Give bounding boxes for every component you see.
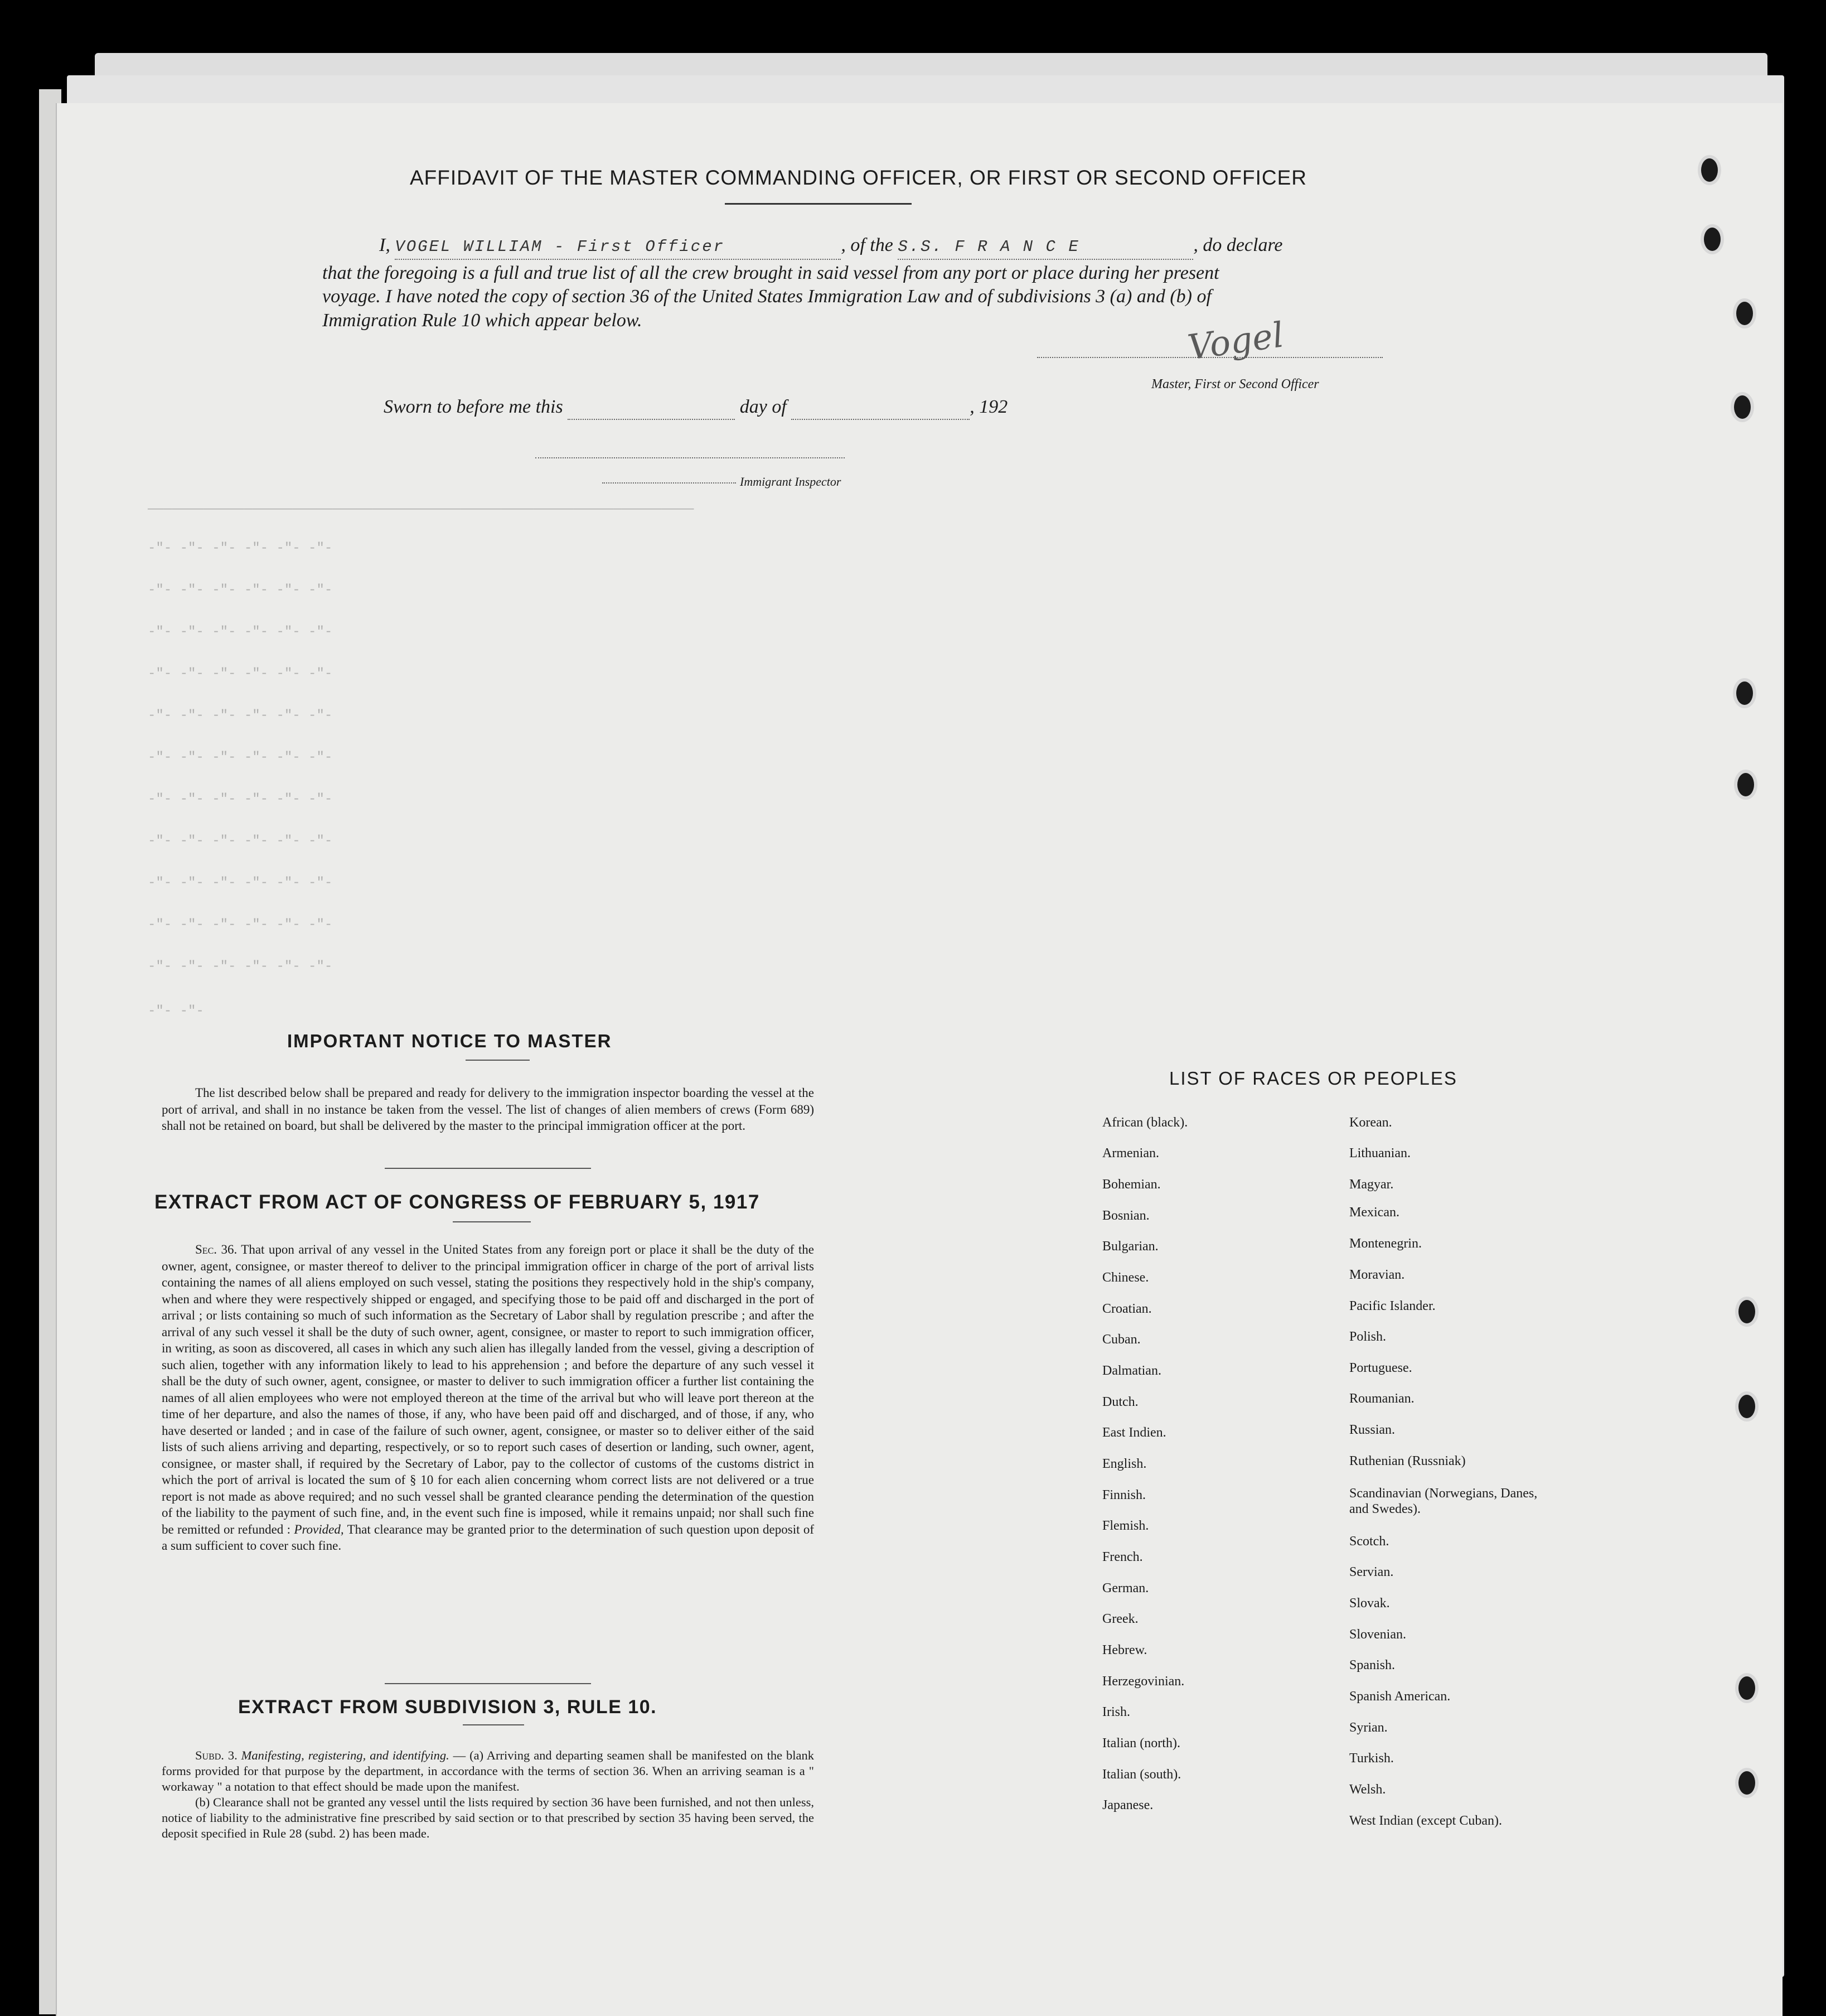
race-item: Scandinavian (Norwegians, Danes, and Swedes). [1349, 1486, 1538, 1516]
signature-caption: Master, First or Second Officer [1151, 377, 1319, 391]
race-item: Italian (south). [1102, 1767, 1181, 1782]
binding-hole-icon [1733, 678, 1756, 708]
race-item: Servian. [1349, 1565, 1394, 1579]
sworn-day-of: day of [739, 397, 787, 417]
race-item: Cuban. [1102, 1332, 1141, 1347]
race-item: Polish. [1349, 1330, 1387, 1344]
race-item: East Indien. [1102, 1425, 1166, 1440]
binding-hole-icon [1735, 1768, 1759, 1798]
subd-label: Subd. 3. [195, 1748, 238, 1762]
binding-hole-icon [1735, 1391, 1759, 1422]
declaration-line-3: voyage. I have noted the copy of section 36 of the United States Immigration Law and of subdivisions 3 (a) and (b) of [322, 286, 1212, 307]
race-item: Bosnian. [1102, 1208, 1150, 1223]
race-item: Spanish American. [1349, 1689, 1451, 1704]
notice-text [162, 1085, 814, 1134]
binding-hole-icon [1731, 392, 1754, 422]
race-item: African (black). [1102, 1115, 1188, 1130]
subd-3-paragraph-b: (b) Clearance shall not be granted any vessel until the lists required by section 36 have been furnished, and not then unless, notice of liability to the administrative fine prescribed by said section or to that prescribed by section 35 having been served, the deposit specified in Rule 28 (subd. 2) has been made. [162, 1795, 814, 1840]
race-item: Italian (north). [1102, 1736, 1180, 1751]
subd-heading: Manifesting, registering, and identifying. [241, 1748, 449, 1762]
race-item: Lithuanian. [1349, 1146, 1411, 1161]
race-item: Russian. [1349, 1423, 1396, 1437]
race-item: Bulgarian. [1102, 1239, 1159, 1254]
race-item: Bohemian. [1102, 1177, 1161, 1192]
race-item: Irish. [1102, 1705, 1130, 1719]
binding-hole-icon [1701, 224, 1724, 254]
race-item: Spanish. [1349, 1658, 1396, 1672]
of-the-label: , of the [841, 235, 893, 255]
sworn-prefix: Sworn to before me this [384, 397, 563, 417]
race-item: Armenian. [1102, 1146, 1159, 1161]
binding-hole-icon [1735, 1673, 1759, 1703]
race-item: Pacific Islander. [1349, 1299, 1436, 1313]
notice-underline [466, 1060, 530, 1061]
intro-i: I, [379, 235, 390, 255]
race-item: Dutch. [1102, 1395, 1139, 1409]
race-item: Moravian. [1349, 1268, 1405, 1282]
binding-hole-icon [1734, 770, 1757, 800]
extract-act-divider [385, 1683, 591, 1684]
inspector-caption-line [602, 482, 736, 484]
race-item: French. [1102, 1550, 1143, 1564]
race-item: Korean. [1349, 1115, 1392, 1130]
race-item: Finnish. [1102, 1488, 1146, 1502]
extract-act-title: EXTRACT FROM ACT OF CONGRESS OF FEBRUARY 5, 1917 [154, 1191, 760, 1213]
notice-paragraph: The list described below shall be prepared and ready for delivery to the immigration inspector boarding the vessel at the port of arrival, and shall in no instance be taken from the vessel. The list of changes of alien members of crews (Form 689) shall not be retained on board, but shall be delivered by the master to the principal immigration officer at the port. [162, 1086, 814, 1133]
race-item: Japanese. [1102, 1798, 1154, 1812]
race-item: Dalmatian. [1102, 1364, 1161, 1378]
race-item: German. [1102, 1581, 1149, 1596]
binding-hole-icon [1733, 298, 1756, 328]
sworn-blank-month [791, 395, 970, 420]
declaration-line-2: that the foregoing is a full and true list of all the crew brought in said vessel from any port or place during her present [322, 263, 1219, 283]
race-item: English. [1102, 1457, 1147, 1471]
extract-act-underline [453, 1221, 531, 1222]
race-item: Flemish. [1102, 1519, 1149, 1533]
inspector-signature-line [535, 457, 845, 458]
document-page [56, 103, 1783, 2016]
race-item: Welsh. [1349, 1782, 1386, 1797]
subd-para-a: — (a) Arriving and departing seamen shall be manifested on the blank forms provided for that purpose by the department, in accordance with the terms of section 36. When an arriving seaman is a " workaway " a notation to that effect should be made upon the manifest. [162, 1748, 815, 1793]
race-item: West Indian (except Cuban). [1349, 1814, 1502, 1828]
race-item: Turkish. [1349, 1751, 1394, 1766]
extract-act-text [162, 1241, 814, 1554]
race-item: Slovak. [1349, 1596, 1390, 1611]
officer-name-typed: VOGEL WILLIAM - First Officer [395, 235, 841, 260]
race-item: Ruthenian (Russniak) [1349, 1454, 1466, 1468]
race-item: Portuguese. [1349, 1361, 1412, 1375]
sec-36-body: That upon arrival of any vessel in the United States from any foreign port or place it shall be the duty of the owner, agent, consignee, or master thereof to deliver to the principal immigration officer in charge of the port of arrival lists containing the names of all aliens employed on such vessel, stating the positions they respectively hold in the ship's company, when and where they were respectively shipped or engaged, and specifying those to be paid off and discharged in the port of arrival ; or lists containing so much of such information as the Secretary of Labor shall by regulation prescribe ; and after the arrival of any such vessel it shall be the duty of such owner, agent, consignee, or master to report to such immigration officer, in writing, as soon as discovered, all cases in which any such alien has illegally landed from the vessel, giving a description of such alien, together with any information likely to lead to his apprehension ; and before the departure of any such vessel it shall be the duty of such owner, agent, consignee, or master to deliver to such immigration officer a further list containing the names of all alien employees who were not employed thereon at the time of the arrival but who will leave port thereon at the time of her departure, and also the names of those, if any, who have been paid off and discharged, and of those, if any, who have deserted or landed ; and in case of the failure of such owner, agent, consignee, or master so to deliver either of the said lists of such aliens arriving and departing, respectively, or so to report such cases of desertion or landing, such owner, agent, consignee, or master shall, if required by the Secretary of Labor, pay to the collector of customs of the customs district in which the port of arrival is located the sum of § 10 for each alien concerning whom correct lists are not delivered or a true report is not made as above required; and no such vessel shall be granted clearance pending the determination of the question of the liability to the payment of such fine, and, in the event such fine is imposed, while it remains unpaid; nor shall such fine be remitted or refunded : [162, 1243, 814, 1536]
do-declare-label: , do declare [1193, 235, 1283, 255]
race-item: Roumanian. [1349, 1391, 1415, 1406]
extract-rule-text [162, 1748, 814, 1841]
binding-hole-icon [1698, 155, 1721, 185]
sworn-blank-date [568, 395, 735, 420]
affidavit-title: AFFIDAVIT OF THE MASTER COMMANDING OFFICER, OR FIRST OR SECOND OFFICER [410, 166, 1307, 189]
notice-divider [385, 1168, 591, 1169]
sec-36-end: That clearance may be granted prior to the determination of such question upon deposit of a sum sufficient to cover such fine. [162, 1522, 814, 1553]
race-item: Hebrew. [1102, 1643, 1147, 1657]
race-item: Chinese. [1102, 1270, 1149, 1285]
race-item: Syrian. [1349, 1720, 1388, 1735]
vessel-name-typed: S.S. F R A N C E [898, 235, 1193, 260]
section-36-paragraph [162, 1241, 814, 1554]
sworn-year: , 192 [970, 397, 1008, 417]
extract-rule-underline [463, 1724, 524, 1725]
race-item: Herzegovinian. [1102, 1674, 1185, 1689]
subd-3-paragraph-a [162, 1748, 814, 1795]
race-item: Mexican. [1349, 1205, 1399, 1220]
race-item: Slovenian. [1349, 1627, 1406, 1642]
declaration-line-1 [379, 233, 1394, 260]
inspector-caption: Immigrant Inspector [740, 475, 841, 489]
declaration-line-4: Immigration Rule 10 which appear below. [322, 310, 642, 331]
sec-label: Sec. 36. [195, 1243, 238, 1256]
races-title: LIST OF RACES OR PEOPLES [1169, 1068, 1457, 1089]
extract-rule-title: EXTRACT FROM SUBDIVISION 3, RULE 10. [238, 1696, 657, 1718]
race-item: Greek. [1102, 1612, 1139, 1626]
provided-label: Provided, [294, 1522, 344, 1536]
sworn-line [384, 395, 1086, 420]
race-item: Montenegrin. [1349, 1236, 1422, 1251]
notice-title: IMPORTANT NOTICE TO MASTER [287, 1031, 612, 1051]
race-item: Croatian. [1102, 1302, 1152, 1316]
officer-signature: Vogel [1185, 314, 1286, 368]
race-item: Scotch. [1349, 1534, 1389, 1549]
binding-hole-icon [1735, 1297, 1759, 1327]
title-underline [725, 203, 912, 205]
race-item: Magyar. [1349, 1177, 1394, 1192]
